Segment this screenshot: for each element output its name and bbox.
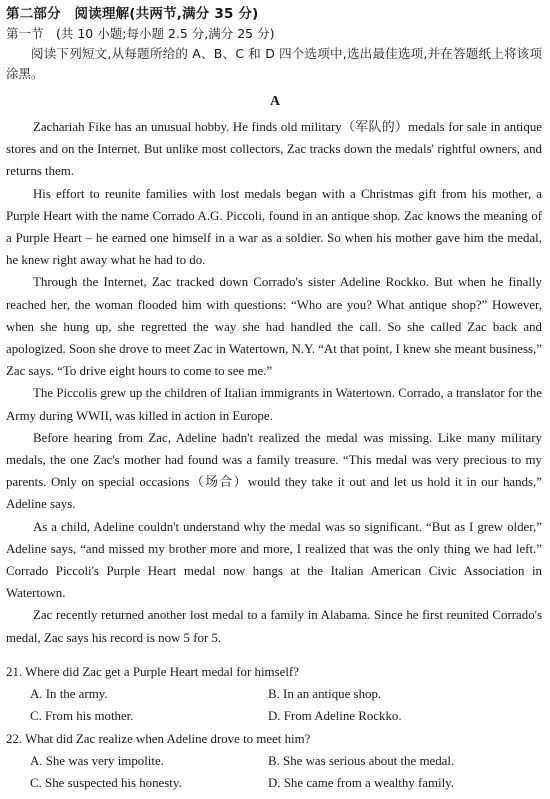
passage-paragraph: Zac recently returned another lost medal to a family in Alabama. Since he first reunited Corrado's medal, Zac says his record is now 5 for 5. — [6, 608, 542, 645]
passage-label: A — [269, 94, 281, 109]
section-title: 第二部分 阅读理解(共两节,满分 35 分) — [6, 6, 259, 22]
question-22 — [6, 728, 542, 795]
option-d: D. She came from a wealthy family. — [268, 775, 455, 790]
passage-paragraph: The Piccolis grew up the children of Italian immigrants in Watertown. Corrado, a translator for the Army during WWII, was killed in action in Europe. — [6, 386, 542, 423]
passage-paragraph: Zachariah Fike has an unusual hobby. He finds old military（军队的）medals for sale in antique stores and on the Internet. But unlike most collectors, Zac tracks down the medals' rightful owners, and returns them. — [6, 120, 542, 179]
option-a: A. In the army. — [30, 687, 108, 702]
passage-body — [6, 116, 542, 649]
question-stem: 22. What did Zac realize when Adeline drove to meet him? — [6, 731, 311, 746]
option-d: D. From Adeline Rockko. — [268, 709, 402, 724]
options-row — [6, 705, 542, 727]
option-c: C. From his mother. — [30, 709, 134, 724]
question-21 — [6, 661, 542, 728]
options-row — [6, 772, 542, 794]
instruction-text: 阅读下列短文,从每题所给的 A、B、C 和 D 四个选项中,选出最佳选项,并在答题纸上将该项涂黑。 — [6, 46, 542, 81]
option-c: C. She suspected his honesty. — [30, 775, 182, 790]
question-stem: 21. Where did Zac get a Purple Heart medal for himself? — [6, 665, 299, 679]
passage-paragraph: Through the Internet, Zac tracked down Corrado's sister Adeline Rockko. But when he finally reached her, the woman flooded him with questions: “Who are you? What antique shop?” However, when she hung up, she regretted the way she had handled the call. So she called Zac back and apologized. Soon she drove to meet Zac in Watertown, N.Y. “At that point, I knew she meant business,” Zac says. “To drive eight hours to come to see me.” — [6, 275, 542, 379]
subsection-title: 第一节 (共 10 小题;每小题 2.5 分,满分 25 分) — [6, 26, 275, 41]
option-b: B. She was serious about the medal. — [268, 753, 455, 768]
questions-block — [6, 661, 542, 794]
options-row — [6, 683, 542, 705]
passage-paragraph: Before hearing from Zac, Adeline hadn't realized the medal was missing. Like many military medals, the one Zac's mother had found was a family treasure. “This medal was very precious to my parents. Only on special occasions（场合）would they take it out and let us hold it in our hands,” Adeline says. — [6, 430, 542, 512]
option-a: A. She was very impolite. — [30, 753, 164, 768]
option-b: B. In an antique shop. — [268, 687, 382, 702]
passage-paragraph: As a child, Adeline couldn't understand why the medal was so significant. “But as I grew older,” Adeline says, “and missed my brother more and more, I realized that was the only thing we had left.” Corrado Piccoli's Purple Heart medal now hangs at the Italian American Civic Association in Watertown. — [6, 519, 542, 601]
passage-paragraph: His effort to reunite families with lost medals began with a Christmas gift from his mother, a Purple Heart with the name Corrado A.G. Piccoli, found in an antique shop. Zac knows the meaning of a Purple Heart – he earned one himself in a war as a soldier. So when his mother gave him the medal, he knew right away what he had to do. — [6, 186, 542, 268]
options-row — [6, 750, 542, 772]
